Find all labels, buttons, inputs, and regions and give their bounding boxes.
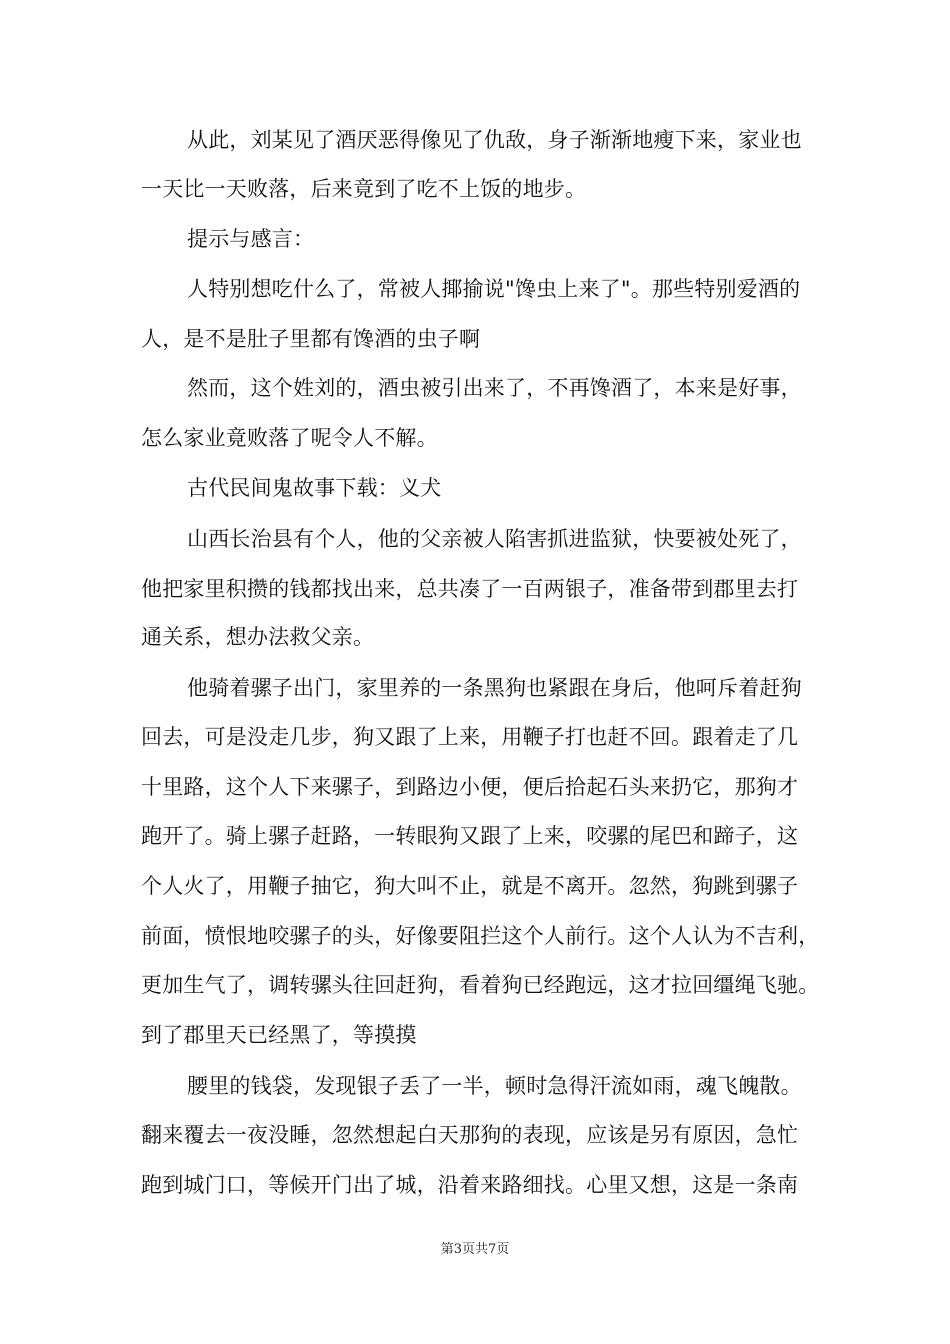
text-line: 怎么家业竟败落了呢令人不解。 (141, 426, 438, 450)
text-line: 翻来覆去一夜没睡，忽然想起白天那狗的表现，应该是另有原因，急忙 (141, 1123, 799, 1147)
text-line: 跑开了。骑上骡子赶路，一转眼狗又跟了上来，咬骡的尾巴和蹄子，这 (141, 824, 799, 848)
section-heading: 提示与感言： (187, 227, 315, 251)
text-line: 个人火了，用鞭子抽它，狗大叫不止，就是不离开。忽然，狗跳到骡子 (141, 874, 799, 898)
text-line: 一天比一天败落，后来竟到了吃不上饭的地步。 (141, 177, 587, 201)
text-line: 人特别想吃什么了，常被人揶揄说"馋虫上来了"。那些特别爱酒的 (187, 277, 801, 301)
text-line: 通关系，想办法救父亲。 (141, 625, 375, 649)
text-line: 然而，这个姓刘的，酒虫被引出来了，不再馋酒了，本来是好事， (187, 376, 802, 400)
text-line: 他把家里积攒的钱都找出来，总共凑了一百两银子，准备带到郡里去打 (141, 577, 799, 601)
text-line: 人，是不是肚子里都有馋酒的虫子啊 (141, 327, 481, 351)
page-number-footer: 第3页共7页 (440, 1242, 510, 1257)
text-line: 回去，可是没走几步，狗又跟了上来，用鞭子打也赶不回。跟着走了几 (141, 725, 799, 749)
section-heading: 古代民间鬼故事下载：义犬 (187, 476, 442, 500)
text-line: 跑到城门口，等候开门出了城，沿着来路细找。心里又想，这是一条南 (141, 1173, 799, 1197)
text-line: 山西长治县有个人，他的父亲被人陷害抓进监狱，快要被处死了， (187, 527, 802, 551)
text-line: 前面，愤恨地咬骡子的头，好像要阻拦这个人前行。这个人认为不吉利， (141, 924, 820, 948)
text-line: 到了郡里天已经黑了，等摸摸 (141, 1023, 417, 1047)
text-line: 从此，刘某见了酒厌恶得像见了仇敌，身子渐渐地瘦下来，家业也 (187, 128, 802, 152)
text-line: 十里路，这个人下来骡子，到路边小便，便后拾起石头来扔它，那狗才 (141, 775, 799, 799)
text-line: 他骑着骡子出门，家里养的一条黑狗也紧跟在身后，他呵斥着赶狗 (187, 676, 802, 700)
text-line: 更加生气了，调转骡头往回赶狗，看着狗已经跑远，这才拉回缰绳飞驰。 (141, 973, 820, 997)
text-line: 腰里的钱袋，发现银子丢了一半，顿时急得汗流如雨，魂飞魄散。 (187, 1074, 802, 1098)
